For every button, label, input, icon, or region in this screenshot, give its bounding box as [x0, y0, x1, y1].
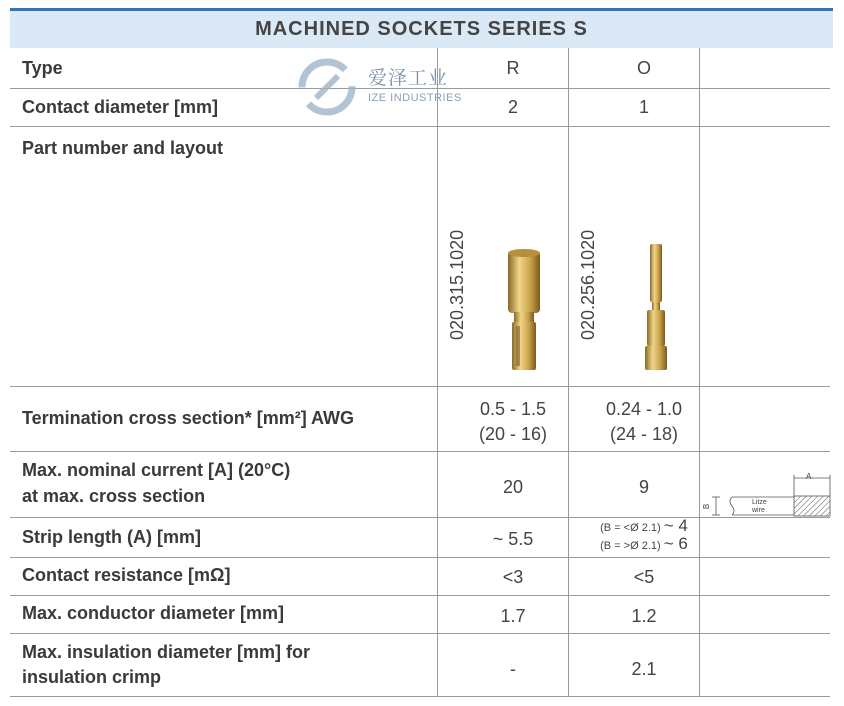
- cell-contact-resistance-o: <5: [633, 567, 655, 587]
- cell-conductor-diameter-r: 1.7: [500, 606, 526, 626]
- cell-termination-o-awg: (24 - 18): [609, 424, 679, 444]
- page-title: MACHINED SOCKETS SERIES S: [10, 11, 833, 48]
- cell-conductor-diameter-o: 1.2: [631, 606, 657, 626]
- cell-contact-diameter-o: 1: [638, 97, 649, 117]
- row-label: Contact resistance [mΩ]: [22, 565, 231, 585]
- cell-termination-r-awg: (20 - 16): [478, 424, 548, 444]
- row-label-continued: at max. cross section: [22, 486, 206, 506]
- socket-r-image: [500, 246, 548, 376]
- strip-condition-2: (B = >Ø 2.1): [600, 540, 661, 552]
- table-row-contact-diameter: [10, 88, 830, 127]
- diagram-wire-label-1: Litze: [752, 499, 767, 506]
- row-label: Part number and layout: [22, 138, 224, 158]
- diagram-wire-label-2: wire: [752, 507, 765, 514]
- cell-contact-resistance-r: <3: [502, 567, 524, 587]
- cell-insulation-diameter-o: 2.1: [631, 659, 657, 679]
- row-label: Strip length (A) [mm]: [22, 527, 201, 547]
- row-label: Termination cross section* [mm²] AWG: [22, 408, 355, 428]
- strip-length-diagram: [702, 470, 832, 522]
- table-row-conductor-diameter: [10, 595, 830, 634]
- table-row-contact-resistance: [10, 557, 830, 596]
- row-label-continued: insulation crimp: [22, 667, 162, 687]
- strip-value-2: ~ 6: [663, 534, 688, 553]
- cell-strip-length-o-1: [579, 518, 709, 536]
- cell-insulation-diameter-r: -: [510, 659, 516, 679]
- diagram-wire-label: [752, 499, 767, 515]
- cell-strip-length-r: ~ 5.5: [492, 529, 534, 549]
- row-label: Max. insulation diameter [mm] for: [22, 642, 311, 662]
- cell-contact-diameter-r: 2: [507, 97, 518, 117]
- row-label: Max. nominal current [A] (20°C): [22, 460, 291, 480]
- table-row-part-number: [10, 127, 830, 387]
- strip-value-1: ~ 4: [663, 516, 688, 535]
- strip-condition-1: (B = <Ø 2.1): [600, 522, 661, 534]
- watermark-en: IZE INDUSTRIES: [368, 92, 462, 104]
- cell-type-r: R: [506, 58, 520, 78]
- cell-nominal-current-o: 9: [638, 477, 649, 497]
- table-row-termination: [10, 386, 830, 452]
- cell-termination-o-mm2: 0.24 - 1.0: [605, 399, 683, 419]
- cell-nominal-current-r: 20: [502, 477, 524, 497]
- row-label: Max. conductor diameter [mm]: [22, 603, 285, 623]
- row-label: Contact diameter [mm]: [22, 97, 219, 117]
- cell-termination-r-mm2: 0.5 - 1.5: [479, 399, 547, 419]
- table-row-insulation-diameter: [10, 633, 830, 697]
- watermark-cn: 爱泽工业: [368, 68, 449, 89]
- row-label: Type: [22, 58, 63, 78]
- part-number-r: 020.315.1020: [447, 229, 467, 340]
- diagram-label-a: A: [806, 472, 812, 481]
- cell-type-o: O: [636, 58, 651, 78]
- diagram-label-b: B: [702, 503, 712, 510]
- part-number-o: 020.256.1020: [578, 229, 598, 340]
- cell-strip-length-o-2: [579, 536, 709, 554]
- socket-o-image: [640, 240, 672, 376]
- table-row-strip-length: [10, 517, 830, 558]
